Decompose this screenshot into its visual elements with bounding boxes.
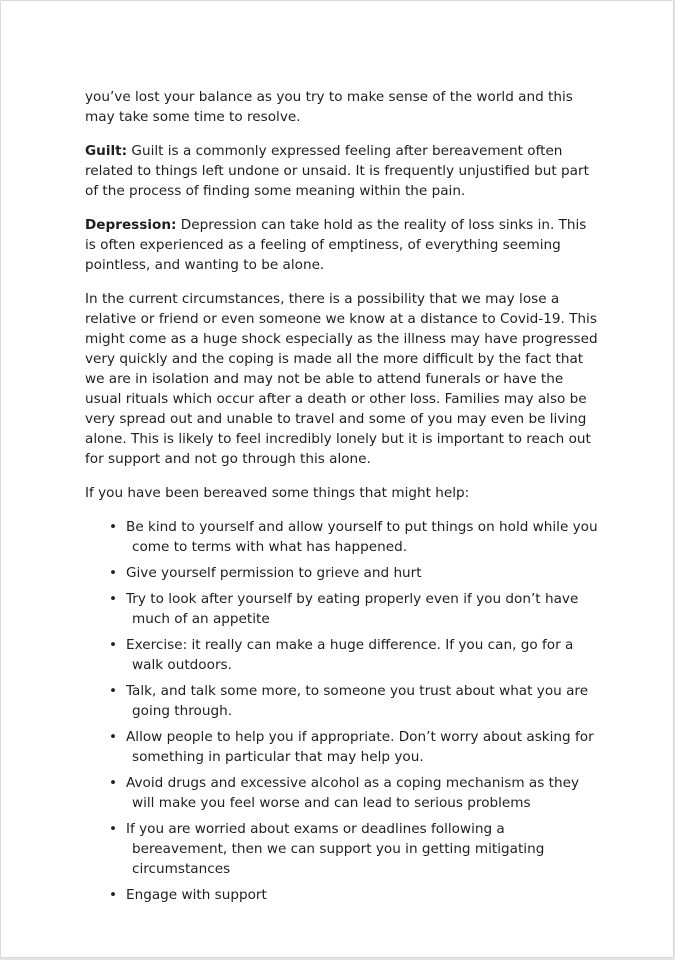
help-list-intro: If you have been bereaved some things that might help: xyxy=(85,485,470,501)
list-item-text: Allow people to help you if appropriate. Don’t worry about asking for something in particular that may help you. xyxy=(126,729,594,765)
list-item-text: Talk, and talk some more, to someone you trust about what you are going through. xyxy=(126,683,589,719)
bullet-icon: • xyxy=(109,683,118,699)
list-item xyxy=(109,885,600,905)
bullet-icon: • xyxy=(109,591,118,607)
list-item xyxy=(109,635,600,675)
list-item xyxy=(109,819,600,879)
list-item-text: Be kind to yourself and allow yourself to put things on hold while you come to terms with what has happened. xyxy=(126,519,598,555)
intro-continuation-paragraph: you’ve lost your balance as you try to make sense of the world and this may take some time to resolve. xyxy=(85,89,573,125)
covid-paragraph: In the current circumstances, there is a possibility that we may lose a relative or friend or even someone we know at a distance to Covid-19. This might come as a huge shock especially as the illness may have progressed very quickly and the coping is made all the more difficult by the fact that we are in isolation and may not be able to attend funerals or have the usual rituals which occur after a death or other loss. Families may also be very spread out and unable to travel and some of you may even be living alone. This is likely to feel incredibly lonely but it is important to reach out for support and not go through this alone. xyxy=(85,291,598,467)
bullet-icon: • xyxy=(109,519,118,535)
document-page xyxy=(1,1,673,957)
list-item xyxy=(109,773,600,813)
depression-text: Depression can take hold as the reality of loss sinks in. This is often experienced as a feeling of emptiness, of everything seeming pointless, and wanting to be alone. xyxy=(85,217,587,273)
bullet-icon: • xyxy=(109,637,118,653)
list-item-text: Try to look after yourself by eating properly even if you don’t have much of an appetite xyxy=(126,591,579,627)
bullet-icon: • xyxy=(109,775,118,791)
guilt-text: Guilt is a commonly expressed feeling after bereavement often related to things left undone or unsaid. It is frequently unjustified but part of the process of finding some meaning within the pain. xyxy=(85,143,589,199)
bullet-icon: • xyxy=(109,887,118,903)
list-item xyxy=(109,727,600,767)
list-item xyxy=(109,517,600,557)
list-item-text: If you are worried about exams or deadlines following a bereavement, then we can support you in getting mitigating circumstances xyxy=(126,821,545,877)
depression-term: Depression: xyxy=(85,217,177,233)
depression-paragraph xyxy=(85,215,600,275)
guilt-term: Guilt: xyxy=(85,143,128,159)
bullet-icon: • xyxy=(109,729,118,745)
document-body xyxy=(85,87,600,911)
list-item-text: Give yourself permission to grieve and hurt xyxy=(126,565,422,581)
guilt-paragraph xyxy=(85,141,600,201)
list-item-text: Exercise: it really can make a huge difference. If you can, go for a walk outdoors. xyxy=(126,637,574,673)
help-list xyxy=(85,517,600,905)
list-item-text: Engage with support xyxy=(126,887,267,903)
list-item-text: Avoid drugs and excessive alcohol as a coping mechanism as they will make you feel worse and can lead to serious problems xyxy=(126,775,580,811)
list-item xyxy=(109,681,600,721)
bullet-icon: • xyxy=(109,821,118,837)
bullet-icon: • xyxy=(109,565,118,581)
list-item xyxy=(109,589,600,629)
list-item xyxy=(109,563,600,583)
